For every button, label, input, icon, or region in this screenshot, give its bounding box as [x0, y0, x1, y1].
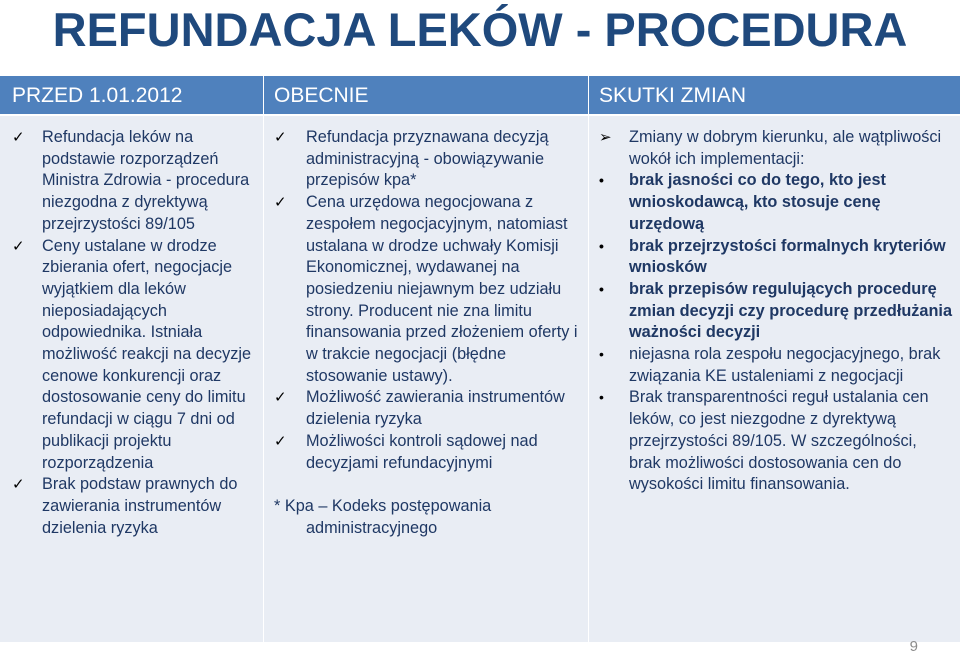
checkmark-icon: ✓ — [12, 476, 25, 494]
arrowhead-icon: ➢ — [599, 129, 612, 146]
list-item — [0, 127, 263, 236]
checkmark-icon: ✓ — [12, 237, 25, 255]
checkmark-icon: ✓ — [274, 432, 287, 450]
before-list — [0, 127, 263, 539]
list-item-text: brak jasności co do tego, kto jest wnioskodawcą, kto stosuje cenę urzędową — [629, 171, 886, 233]
intro-text: Zmiany w dobrym kierunku, ale wątpliwości wokół ich implementacji: — [629, 128, 942, 168]
list-item — [589, 279, 960, 344]
comparison-table — [0, 76, 960, 642]
list-item-text: brak przejrzystości formalnych kryteriów wniosków — [629, 236, 946, 277]
header-now: OBECNIE — [264, 76, 589, 116]
header-effects: SKUTKI ZMIAN — [589, 76, 960, 116]
list-item — [589, 170, 960, 235]
list-item-text: Refundacja przyznawana decyzją administracyjną - obowiązywanie przepisów kpa* — [306, 128, 549, 190]
list-item-text: Brak podstaw prawnych do zawierania instrumentów dzielenia ryzyka — [42, 475, 238, 537]
list-item — [0, 236, 263, 475]
effects-list — [589, 127, 960, 496]
list-item — [0, 474, 263, 539]
checkmark-icon: ✓ — [12, 129, 25, 146]
bullet-dot-icon: • — [599, 389, 604, 406]
bullet-dot-icon: • — [599, 280, 604, 297]
list-item-intro — [589, 127, 960, 170]
bullet-dot-icon: • — [599, 237, 604, 254]
checkmark-icon: ✓ — [274, 194, 287, 212]
footnote-continuation: administracyjnego — [306, 518, 438, 537]
page-number: 9 — [909, 638, 918, 655]
list-item — [589, 236, 960, 279]
spacer — [264, 474, 588, 496]
header-before: PRZED 1.01.2012 — [0, 76, 264, 116]
column-effects — [589, 116, 960, 642]
list-item — [589, 344, 960, 387]
list-item — [264, 431, 588, 474]
bullet-dot-icon: • — [599, 346, 604, 363]
list-item-text: Cena urzędowa negocjowana z zespołem negocjacyjnym, natomiast ustalana w drodze uchwały Komisji Ekonomicznej, wydawanej na posiedzeniu niejawnym bez udziału strony. Producent nie zna limitu finansowania przed złożeniem oferty i w trakcie negocjacji (błędne stosowanie ustawy). — [306, 193, 578, 385]
list-item-text: Ceny ustalane w drodze zbierania ofert, negocjacje wyjątkiem dla leków nieposiadających odpowiednika. Istniała możliwość reakcji na decyzje cenowe konkurencji oraz dostosowanie ceny do limitu refundacji w ciągu 7 dni od publikacji projektu rozporządzenia — [42, 236, 252, 472]
list-item-text: Możliwości kontroli sądowej nad decyzjami refundacyjnymi — [306, 431, 538, 472]
list-item-text: Refundacja leków na podstawie rozporządzeń Ministra Zdrowia - procedura niezgodna z dyrektywą przejrzystości 89/105 — [42, 128, 250, 233]
list-item-text: niejasna rola zespołu negocjacyjnego, brak związania KE ustaleniami z negocjacji — [629, 345, 941, 385]
list-item — [264, 127, 588, 192]
list-item — [264, 192, 588, 387]
now-list — [264, 127, 588, 474]
checkmark-icon: ✓ — [274, 389, 287, 407]
column-before — [0, 116, 264, 642]
checkmark-icon: ✓ — [274, 129, 287, 146]
slide-title: REFUNDACJA LEKÓW - PROCEDURA — [52, 3, 908, 56]
footnote: * Kpa – Kodeks postępowania — [274, 497, 492, 516]
bullet-dot-icon: • — [599, 172, 604, 189]
list-item-text: brak przepisów regulujących procedurę zmian decyzji czy procedurę przedłużania ważności decyzji — [629, 279, 953, 342]
list-item-text: Możliwość zawierania instrumentów dzielenia ryzyka — [306, 388, 565, 429]
list-item — [264, 387, 588, 430]
list-item-text: Brak transparentności reguł ustalania cen leków, co jest niezgodne z dyrektywą przejrzystości 89/105. W szczególności, brak możliwości dostosowania cen do wysokości limitu finansowania. — [629, 388, 929, 494]
column-now — [264, 116, 589, 642]
list-item — [589, 387, 960, 496]
